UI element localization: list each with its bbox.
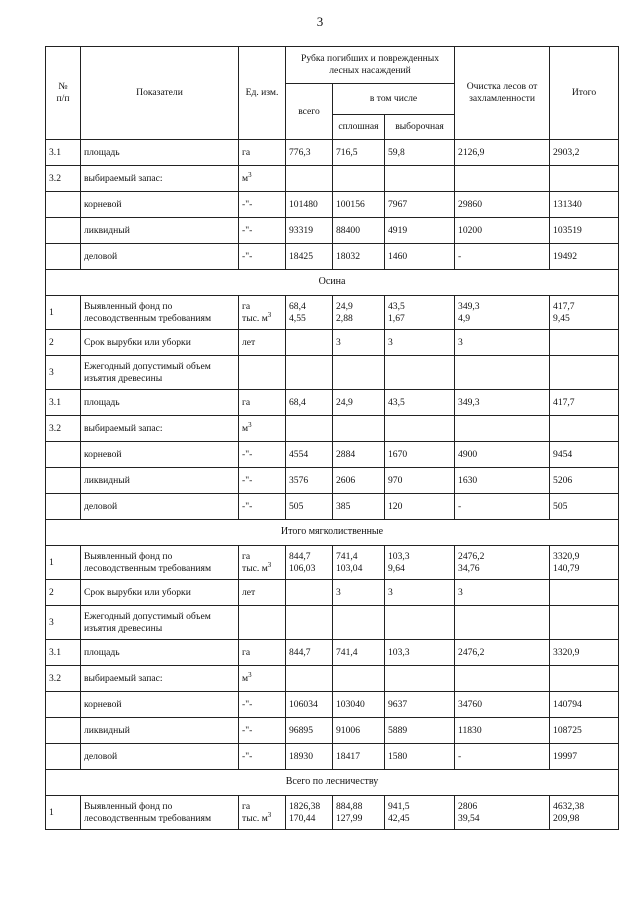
row-number: 3 bbox=[46, 356, 81, 390]
row-unit: лет bbox=[239, 580, 286, 606]
table-row bbox=[46, 244, 619, 270]
row-value: 2806 39,54 bbox=[455, 796, 550, 830]
row-number bbox=[46, 218, 81, 244]
row-value: 1630 bbox=[455, 468, 550, 494]
row-unit: га bbox=[239, 140, 286, 166]
row-unit: -"- bbox=[239, 494, 286, 520]
row-value: 88400 bbox=[333, 218, 385, 244]
table-row bbox=[46, 692, 619, 718]
table-row bbox=[46, 192, 619, 218]
row-value: 18930 bbox=[286, 744, 333, 770]
row-value: 2884 bbox=[333, 442, 385, 468]
row-number: 2 bbox=[46, 580, 81, 606]
row-value: 3 bbox=[333, 580, 385, 606]
row-value: 29860 bbox=[455, 192, 550, 218]
row-value: 776,3 bbox=[286, 140, 333, 166]
row-value: 59,8 bbox=[385, 140, 455, 166]
row-label: деловой bbox=[81, 744, 239, 770]
row-value bbox=[333, 606, 385, 640]
row-value: - bbox=[455, 494, 550, 520]
row-value: 120 bbox=[385, 494, 455, 520]
row-value: 93319 bbox=[286, 218, 333, 244]
row-value: 2126,9 bbox=[455, 140, 550, 166]
header-num: № п/п bbox=[46, 47, 81, 140]
row-label: выбираемый запас: bbox=[81, 666, 239, 692]
row-number bbox=[46, 468, 81, 494]
row-value: 106034 bbox=[286, 692, 333, 718]
table-row bbox=[46, 666, 619, 692]
row-value: 3320,9 140,79 bbox=[550, 546, 619, 580]
table-row bbox=[46, 606, 619, 640]
row-value bbox=[286, 166, 333, 192]
table-body-forestry bbox=[46, 796, 619, 830]
row-label: деловой bbox=[81, 494, 239, 520]
row-number: 1 bbox=[46, 296, 81, 330]
row-value: 9454 bbox=[550, 442, 619, 468]
row-value bbox=[550, 606, 619, 640]
table-row bbox=[46, 468, 619, 494]
row-value: 131340 bbox=[550, 192, 619, 218]
row-value: 5206 bbox=[550, 468, 619, 494]
row-value: 19997 bbox=[550, 744, 619, 770]
table-row bbox=[46, 442, 619, 468]
row-number: 3.1 bbox=[46, 140, 81, 166]
row-value bbox=[385, 356, 455, 390]
row-value: 3 bbox=[455, 580, 550, 606]
row-value: 4900 bbox=[455, 442, 550, 468]
row-value: 10200 bbox=[455, 218, 550, 244]
row-value: 18425 bbox=[286, 244, 333, 270]
table-row bbox=[46, 494, 619, 520]
row-value: 108725 bbox=[550, 718, 619, 744]
row-value: 68,4 4,55 bbox=[286, 296, 333, 330]
row-number: 1 bbox=[46, 796, 81, 830]
row-value: 100156 bbox=[333, 192, 385, 218]
row-value: 18417 bbox=[333, 744, 385, 770]
row-value: 3320,9 bbox=[550, 640, 619, 666]
row-value: 19492 bbox=[550, 244, 619, 270]
row-label: Выявленный фонд по лесоводственным требованиям bbox=[81, 796, 239, 830]
row-value: 43,5 bbox=[385, 390, 455, 416]
table-body-softwood bbox=[46, 546, 619, 770]
row-value bbox=[286, 416, 333, 442]
row-number: 3.2 bbox=[46, 416, 81, 442]
row-value: 1460 bbox=[385, 244, 455, 270]
table-row bbox=[46, 218, 619, 244]
table-row bbox=[46, 718, 619, 744]
row-value: 3 bbox=[385, 580, 455, 606]
row-value: 884,88 127,99 bbox=[333, 796, 385, 830]
row-number bbox=[46, 442, 81, 468]
row-value: 11830 bbox=[455, 718, 550, 744]
table-row bbox=[46, 330, 619, 356]
row-value: 844,7 bbox=[286, 640, 333, 666]
row-value: 4919 bbox=[385, 218, 455, 244]
row-value: 505 bbox=[286, 494, 333, 520]
row-label: площадь bbox=[81, 390, 239, 416]
row-unit: га тыс. $м^3$ bbox=[239, 296, 286, 330]
row-unit bbox=[239, 606, 286, 640]
row-value: 3 bbox=[455, 330, 550, 356]
row-value: 349,3 4,9 bbox=[455, 296, 550, 330]
row-value: 417,7 9,45 bbox=[550, 296, 619, 330]
row-value: 9637 bbox=[385, 692, 455, 718]
row-value bbox=[385, 606, 455, 640]
row-value: 91006 bbox=[333, 718, 385, 744]
row-unit: га тыс. $м^3$ bbox=[239, 546, 286, 580]
row-value: 18032 bbox=[333, 244, 385, 270]
row-label: площадь bbox=[81, 140, 239, 166]
row-value bbox=[550, 666, 619, 692]
row-number bbox=[46, 494, 81, 520]
table-row bbox=[46, 416, 619, 442]
row-value bbox=[385, 166, 455, 192]
row-value bbox=[455, 666, 550, 692]
row-value: 1826,38 170,44 bbox=[286, 796, 333, 830]
header-selective: выборочная bbox=[385, 115, 455, 140]
header-total: всего bbox=[286, 84, 333, 140]
row-value: 34760 bbox=[455, 692, 550, 718]
row-unit: га bbox=[239, 640, 286, 666]
row-value bbox=[550, 416, 619, 442]
row-value: 140794 bbox=[550, 692, 619, 718]
row-value bbox=[550, 166, 619, 192]
row-unit: -"- bbox=[239, 744, 286, 770]
table-row bbox=[46, 296, 619, 330]
table-body-part-a bbox=[46, 140, 619, 270]
table-body-aspen bbox=[46, 296, 619, 520]
row-label: корневой bbox=[81, 692, 239, 718]
row-label: Выявленный фонд по лесоводственным требованиям bbox=[81, 296, 239, 330]
header-cutting-group: Рубка погибших и поврежденных лесных насаждений bbox=[286, 47, 455, 84]
row-unit: -"- bbox=[239, 244, 286, 270]
header-unit: Ед. изм. bbox=[239, 47, 286, 140]
row-number: 1 bbox=[46, 546, 81, 580]
row-value: 385 bbox=[333, 494, 385, 520]
row-label: Срок вырубки или уборки bbox=[81, 580, 239, 606]
forest-data-table bbox=[45, 46, 619, 830]
row-unit: -"- bbox=[239, 718, 286, 744]
row-value: 7967 bbox=[385, 192, 455, 218]
row-value: 2903,2 bbox=[550, 140, 619, 166]
row-value: 103,3 9,64 bbox=[385, 546, 455, 580]
table-row bbox=[46, 546, 619, 580]
header-including: в том числе bbox=[333, 84, 455, 115]
row-value: 103519 bbox=[550, 218, 619, 244]
row-number: 3 bbox=[46, 606, 81, 640]
row-label: выбираемый запас: bbox=[81, 166, 239, 192]
row-label: корневой bbox=[81, 442, 239, 468]
row-value bbox=[385, 666, 455, 692]
row-value: 2606 bbox=[333, 468, 385, 494]
row-value: 741,4 103,04 bbox=[333, 546, 385, 580]
row-number bbox=[46, 718, 81, 744]
row-unit: га тыс. $м^3$ bbox=[239, 796, 286, 830]
header-clear: сплошная bbox=[333, 115, 385, 140]
row-value bbox=[333, 666, 385, 692]
row-label: Ежегодный допустимый объем изъятия древесины bbox=[81, 356, 239, 390]
row-unit bbox=[239, 356, 286, 390]
row-value: 43,5 1,67 bbox=[385, 296, 455, 330]
row-value: 2476,2 34,76 bbox=[455, 546, 550, 580]
row-unit: -"- bbox=[239, 192, 286, 218]
row-value bbox=[286, 666, 333, 692]
row-value bbox=[286, 606, 333, 640]
row-label: Ежегодный допустимый объем изъятия древесины bbox=[81, 606, 239, 640]
row-unit: лет bbox=[239, 330, 286, 356]
row-value: 103,3 bbox=[385, 640, 455, 666]
row-label: площадь bbox=[81, 640, 239, 666]
row-value: - bbox=[455, 244, 550, 270]
row-value: 2476,2 bbox=[455, 640, 550, 666]
row-value: 941,5 42,45 bbox=[385, 796, 455, 830]
row-value: 716,5 bbox=[333, 140, 385, 166]
row-unit: га bbox=[239, 390, 286, 416]
row-value: 24,9 bbox=[333, 390, 385, 416]
row-value bbox=[286, 356, 333, 390]
row-value bbox=[550, 580, 619, 606]
table-row bbox=[46, 390, 619, 416]
row-value: 505 bbox=[550, 494, 619, 520]
row-unit: $м^3$ bbox=[239, 166, 286, 192]
row-value: - bbox=[455, 744, 550, 770]
row-value: 101480 bbox=[286, 192, 333, 218]
row-value: 741,4 bbox=[333, 640, 385, 666]
row-value bbox=[550, 356, 619, 390]
row-label: ликвидный bbox=[81, 718, 239, 744]
section-aspen: Осина bbox=[46, 270, 619, 296]
table-row bbox=[46, 744, 619, 770]
row-value bbox=[286, 330, 333, 356]
row-label: Выявленный фонд по лесоводственным требованиям bbox=[81, 546, 239, 580]
row-number: 3.2 bbox=[46, 166, 81, 192]
row-number bbox=[46, 692, 81, 718]
row-value bbox=[550, 330, 619, 356]
row-value bbox=[455, 606, 550, 640]
row-value: 5889 bbox=[385, 718, 455, 744]
row-value: 3 bbox=[385, 330, 455, 356]
row-label: ликвидный bbox=[81, 218, 239, 244]
row-value bbox=[286, 580, 333, 606]
row-value: 68,4 bbox=[286, 390, 333, 416]
row-label: Срок вырубки или уборки bbox=[81, 330, 239, 356]
row-value bbox=[333, 416, 385, 442]
row-number bbox=[46, 744, 81, 770]
row-unit: $м^3$ bbox=[239, 416, 286, 442]
table-row bbox=[46, 580, 619, 606]
row-label: ликвидный bbox=[81, 468, 239, 494]
section-soft-total: Итого мягколиственные bbox=[46, 520, 619, 546]
row-value bbox=[455, 356, 550, 390]
row-unit: -"- bbox=[239, 468, 286, 494]
row-unit: -"- bbox=[239, 442, 286, 468]
row-number bbox=[46, 244, 81, 270]
row-label: деловой bbox=[81, 244, 239, 270]
header-cleaning: Очистка лесов от захламленности bbox=[455, 47, 550, 140]
row-value bbox=[385, 416, 455, 442]
row-value bbox=[333, 166, 385, 192]
row-value: 349,3 bbox=[455, 390, 550, 416]
row-value: 844,7 106,03 bbox=[286, 546, 333, 580]
row-value: 103040 bbox=[333, 692, 385, 718]
table-row bbox=[46, 166, 619, 192]
row-unit: -"- bbox=[239, 218, 286, 244]
header-indicators: Показатели bbox=[81, 47, 239, 140]
table-row bbox=[46, 356, 619, 390]
row-unit: -"- bbox=[239, 692, 286, 718]
row-value: 1580 bbox=[385, 744, 455, 770]
row-unit: $м^3$ bbox=[239, 666, 286, 692]
table-row bbox=[46, 796, 619, 830]
row-number: 3.1 bbox=[46, 390, 81, 416]
row-value: 970 bbox=[385, 468, 455, 494]
row-number: 3.1 bbox=[46, 640, 81, 666]
row-value: 1670 bbox=[385, 442, 455, 468]
row-value: 24,9 2,88 bbox=[333, 296, 385, 330]
row-value bbox=[455, 416, 550, 442]
table-row bbox=[46, 640, 619, 666]
row-value: 96895 bbox=[286, 718, 333, 744]
header-grand-total: Итого bbox=[550, 47, 619, 140]
row-value: 4554 bbox=[286, 442, 333, 468]
row-value: 3 bbox=[333, 330, 385, 356]
row-value: 417,7 bbox=[550, 390, 619, 416]
row-value bbox=[455, 166, 550, 192]
row-value: 4632,38 209,98 bbox=[550, 796, 619, 830]
row-number bbox=[46, 192, 81, 218]
row-number: 3.2 bbox=[46, 666, 81, 692]
section-forestry-total: Всего по лесничеству bbox=[46, 770, 619, 796]
row-label: выбираемый запас: bbox=[81, 416, 239, 442]
row-label: корневой bbox=[81, 192, 239, 218]
row-number: 2 bbox=[46, 330, 81, 356]
row-value bbox=[333, 356, 385, 390]
row-value: 3576 bbox=[286, 468, 333, 494]
page-number: 3 bbox=[316, 14, 324, 29]
table-row bbox=[46, 140, 619, 166]
